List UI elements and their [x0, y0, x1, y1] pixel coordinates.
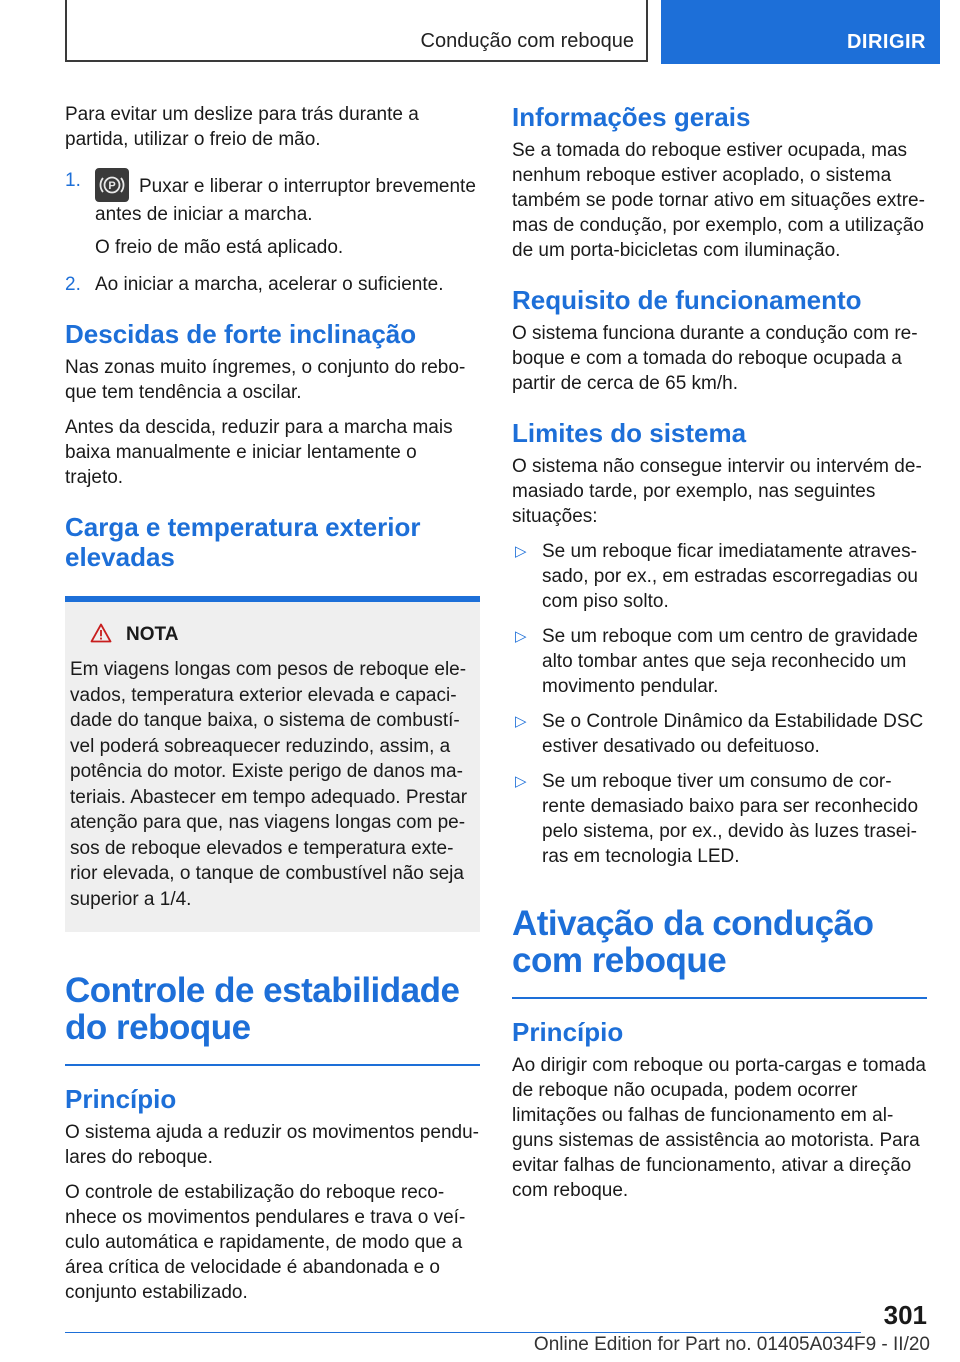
bullet-triangle-icon: ▷	[515, 773, 527, 790]
list-item-text: Se um reboque tiver um consumo de corrente demasiado baixo para ser reconhecido pelo sistema, por ex., devido às luzes traseiras em tecnologia LED.	[542, 771, 919, 867]
left-column	[65, 102, 480, 1315]
bullet-triangle-icon: ▷	[515, 713, 527, 730]
step-number: 1.	[65, 170, 81, 191]
note-box	[65, 602, 480, 932]
limits-paragraph: O sistema não consegue intervir ou intervém demasiado tarde, por exemplo, nas seguintes situações:	[512, 456, 922, 527]
list-item	[512, 539, 927, 614]
stability-heading: Controle de estabilidade do reboque	[65, 971, 460, 1047]
list-item	[512, 624, 927, 699]
general-info-heading: Informações gerais	[512, 102, 751, 132]
note-label: NOTA	[126, 624, 179, 645]
list-item-text: Se um reboque com um centro de gravidade alto tombar antes que seja reconhecido um movimento pendular.	[542, 626, 918, 697]
limits-heading: Limites do sistema	[512, 418, 747, 448]
bullet-triangle-icon: ▷	[515, 543, 527, 560]
activation-heading-rule	[512, 997, 927, 999]
step-list	[65, 168, 480, 297]
header-chapter-tab	[661, 0, 940, 64]
header-section-box	[65, 0, 648, 62]
limits-list	[512, 539, 927, 869]
principle-heading: Princípio	[65, 1084, 177, 1114]
list-item	[512, 769, 927, 869]
header-section-title: Condução com reboque	[420, 30, 634, 52]
list-item	[65, 168, 480, 227]
requirement-heading: Requisito de funcionamento	[512, 285, 862, 315]
list-item-text: Se um reboque ficar imediatamente atravessado, por ex., em estradas escorregadias ou com piso solto.	[542, 541, 918, 612]
stability-heading-rule	[65, 1064, 480, 1066]
right-column	[512, 102, 927, 1213]
warning-icon	[90, 623, 112, 651]
principle-paragraph-2: O controle de estabilização do reboque reconhece os movimentos pendulares e trava o veículo automática e rapidamente, de modo que a área crítica de velocidade é abandonada e o conjunto estabilizado.	[65, 1182, 466, 1303]
parking-brake-icon	[95, 168, 129, 202]
list-item	[65, 272, 480, 297]
page-number: 301	[883, 1300, 927, 1330]
descents-paragraph-2: Antes da descida, reduzir para a marcha mais baixa manualmente e iniciar lentamente o trajeto.	[65, 417, 453, 488]
list-item-text: Se o Controle Dinâmico da Estabilidade DSC estiver desativado ou defeituoso.	[542, 711, 924, 757]
activation-heading: Ativação da condução com reboque	[512, 904, 874, 980]
header-chapter-label: DIRIGIR	[846, 31, 926, 53]
descents-heading: Descidas de forte inclinação	[65, 319, 417, 349]
note-text: Em viagens longas com pesos de reboque elevados, temperatura exterior elevada e capacidade do tanque baixa, o sistema de combustível poderá sobreaquecer reduzindo, assim, a potência do motor. Existe perigo de danos materiais. Abastecer em tempo adequado. Prestar atenção para que, nas viagens longas com pesos de reboque elevados e temperatura exterior elevada, o tanque de combustível não seja superior a 1/4.	[70, 659, 468, 910]
step-result: O freio de mão está aplicado.	[95, 237, 344, 258]
step-text: Ao iniciar a marcha, acelerar o suficiente.	[95, 274, 444, 295]
step-text: Puxar e liberar o interruptor brevemente antes de iniciar a marcha.	[95, 176, 476, 225]
svg-text:P: P	[108, 180, 116, 192]
general-info-paragraph: Se a tomada do reboque estiver ocupada, mas nenhum reboque estiver acoplado, o sistema também se pode tornar ativo em situações extremas de condução, por exemplo, com a utilização de um porta-bicicletas com iluminação.	[512, 140, 925, 261]
activation-principle-paragraph: Ao dirigir com reboque ou porta-cargas e tomada de reboque não ocupada, podem ocorrer limitações ou falhas de funcionamento em alguns sistemas de assistência ao motorista. Para evitar falhas de funcionamento, ativar a direção com reboque.	[512, 1055, 927, 1201]
requirement-paragraph: O sistema funciona durante a condução com reboque e com a tomada do reboque ocupada a partir de cerca de 65 km/h.	[512, 323, 918, 394]
step-number: 2.	[65, 274, 81, 295]
principle-paragraph-1: O sistema ajuda a reduzir os movimentos pendulares do reboque.	[65, 1122, 479, 1168]
load-temperature-heading: Carga e temperatura exterior elevadas	[65, 512, 421, 572]
list-item	[512, 709, 927, 759]
footer-edition-text: Online Edition for Part no. 01405A034F9 - II/20	[533, 1334, 930, 1355]
footer-rule	[65, 1332, 861, 1333]
note-header	[70, 622, 472, 651]
descents-paragraph-1: Nas zonas muito íngremes, o conjunto do reboque tem tendência a oscilar.	[65, 357, 466, 403]
bullet-triangle-icon: ▷	[515, 628, 527, 645]
activation-principle-heading: Princípio	[512, 1017, 624, 1047]
intro-paragraph: Para evitar um deslize para trás durante a partida, utilizar o freio de mão.	[65, 104, 419, 150]
